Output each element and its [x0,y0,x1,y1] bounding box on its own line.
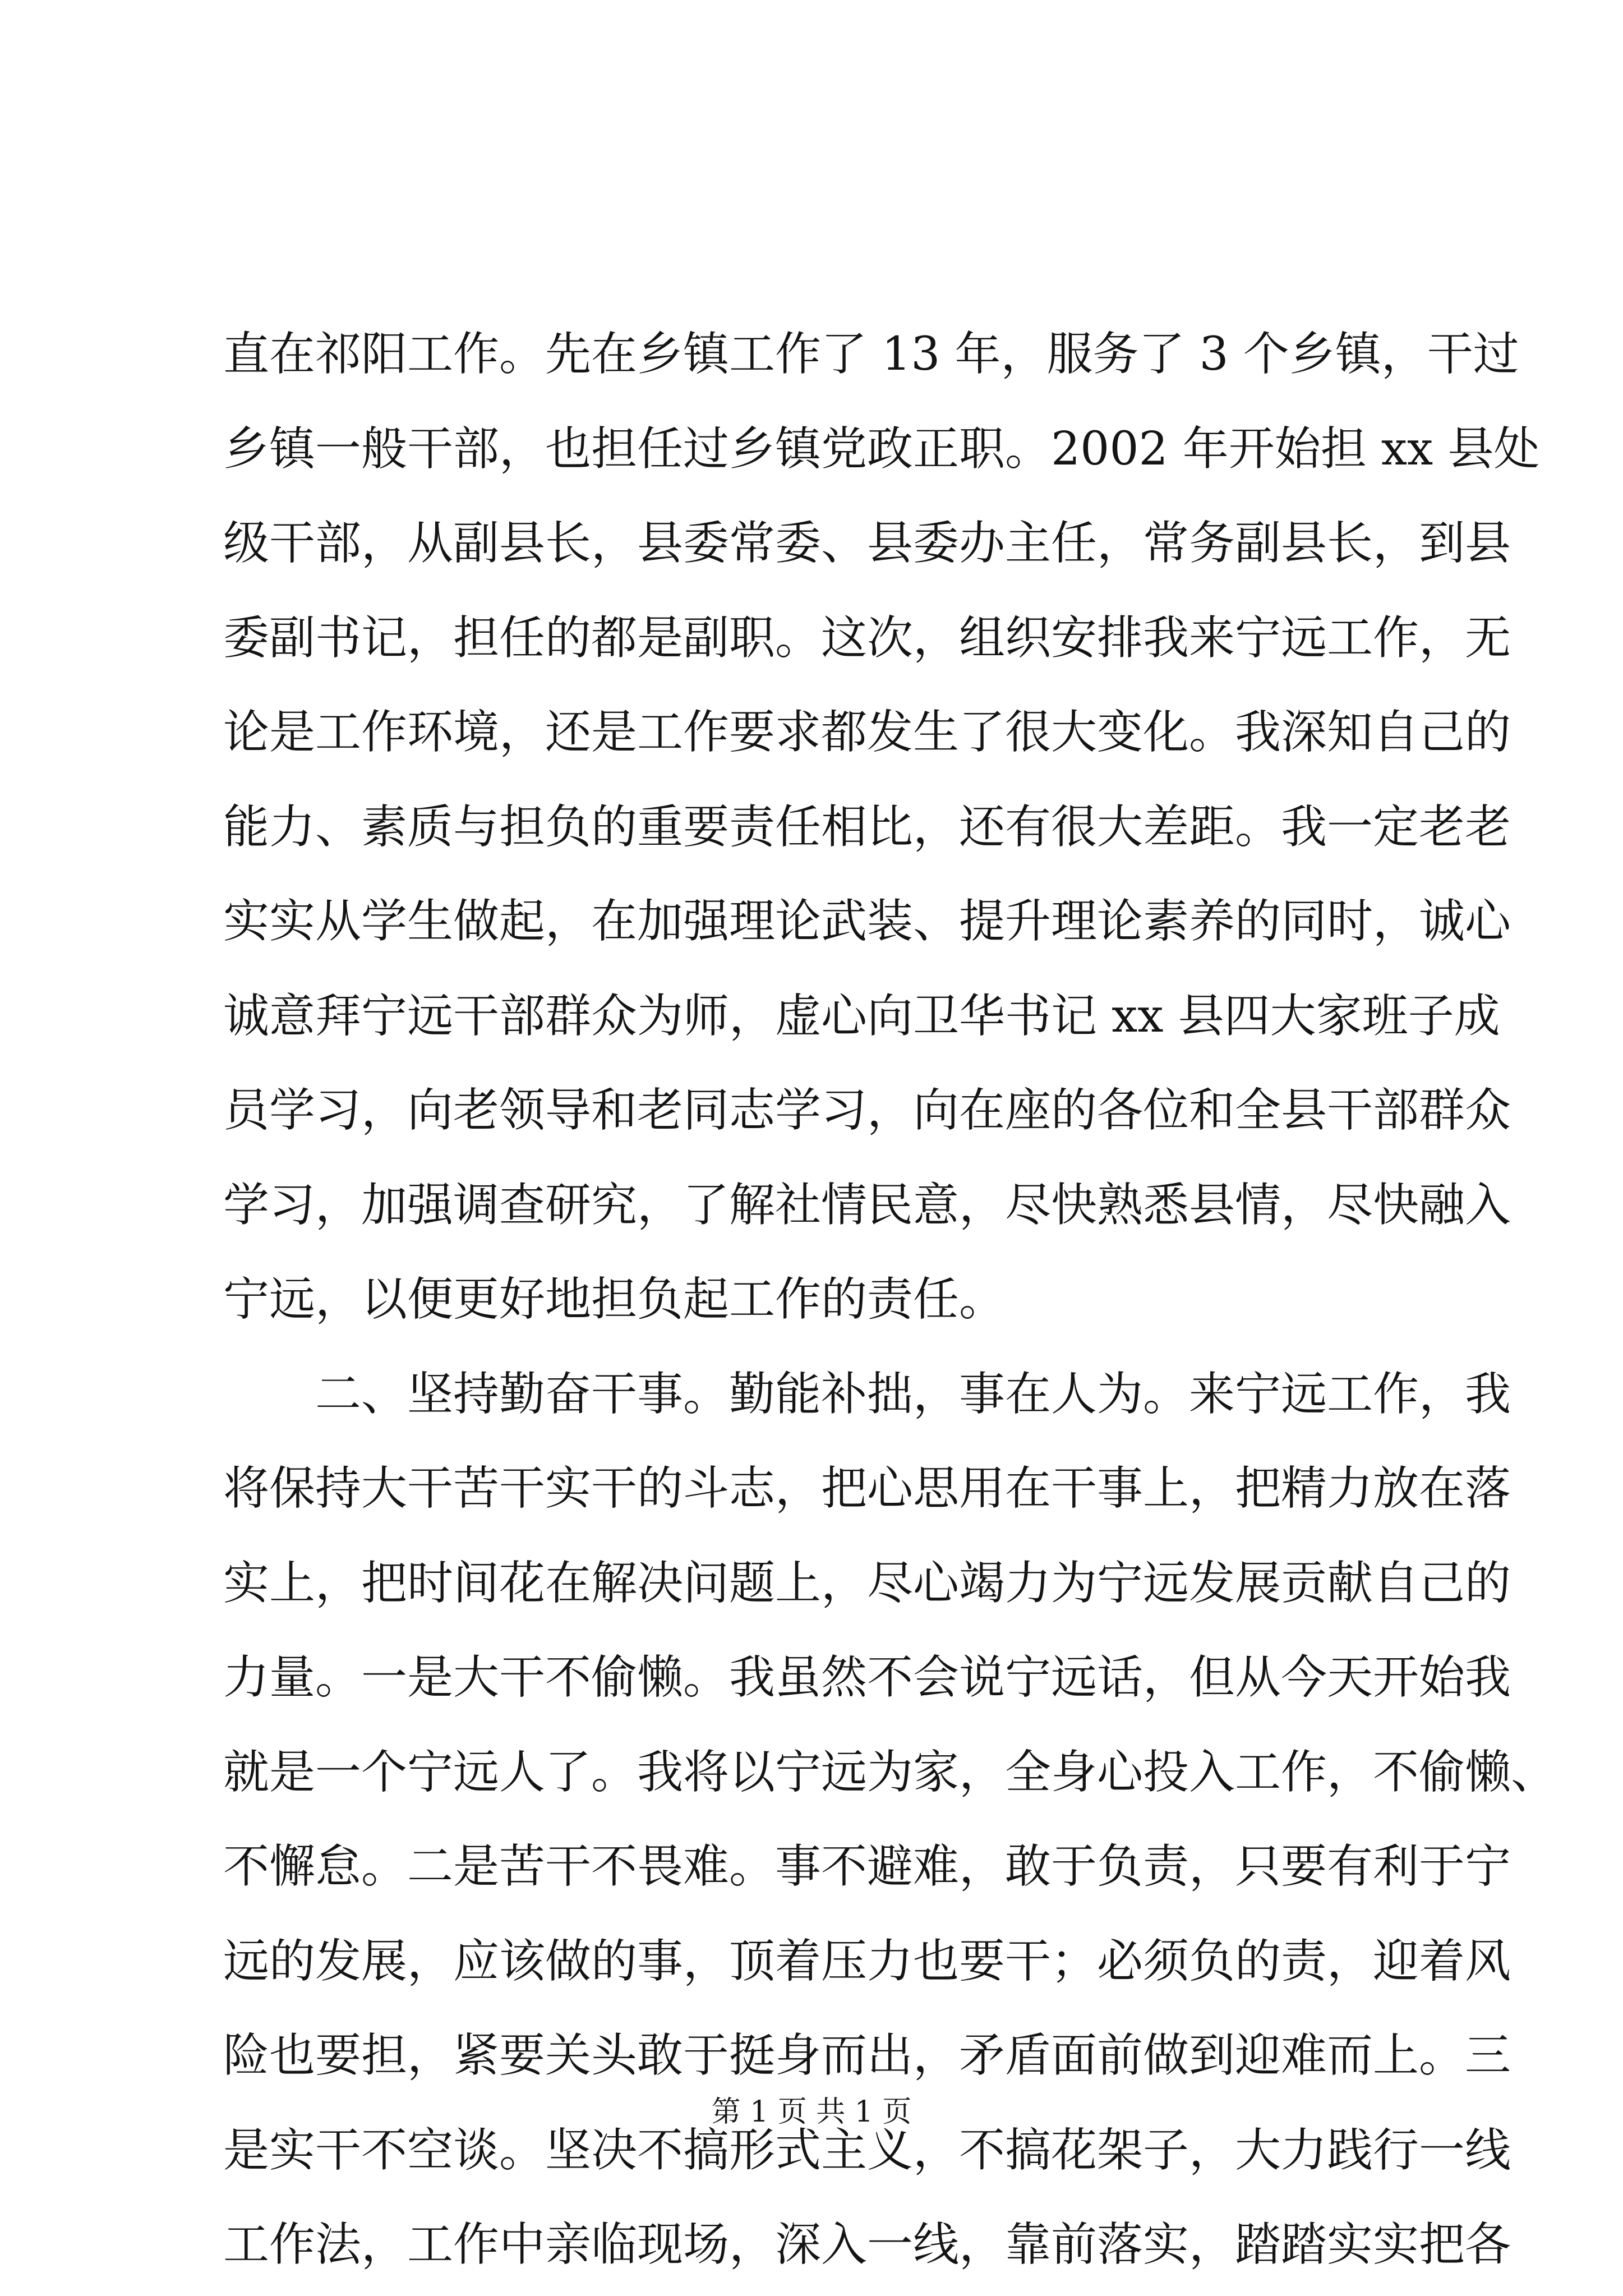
text-line: 宁远，以便更好地担负起工作的责任。 [223,1273,1006,1326]
text-line: 级干部，从副县长，县委常委、县委办主任，常务副县长，到县 [223,517,1511,570]
text-line: 二、坚持勤奋干事。勤能补拙，事在人为。来宁远工作，我 [223,1367,1511,1421]
text-line: 学习，加强调查研究，了解社情民意，尽快熟悉县情，尽快融入 [223,1178,1511,1232]
page-footer: 第 1 页 共 1 页 [711,2095,912,2129]
text-line: 远的发展，应该做的事，顶着压力也要干；必须负的责，迎着风 [223,1934,1511,1988]
text-line: 直在祁阳工作。先在乡镇工作了 13 年，服务了 3 个乡镇，干过 [223,328,1519,381]
text-line: 委副书记，担任的都是副职。这次，组织安排我来宁远工作，无 [223,611,1511,665]
text-line: 能力、素质与担负的重要责任相比，还有很大差距。我一定老老 [223,800,1511,854]
text-line: 乡镇一般干部，也担任过乡镇党政正职。2002 年开始担 xx 县处 [223,422,1540,476]
text-line: 论是工作环境，还是工作要求都发生了很大变化。我深知自己的 [223,706,1511,759]
text-line: 将保持大干苦干实干的斗志，把心思用在干事上，把精力放在落 [223,1462,1511,1515]
text-line: 员学习，向老领导和老同志学习，向在座的各位和全县干部群众 [223,1084,1511,1137]
text-line: 工作法，工作中亲临现场，深入一线，靠前落实，踏踏实实把各 [223,2218,1511,2271]
document-body [223,307,1557,2293]
text-line: 不懈怠。二是苦干不畏难。事不避难，敢于负责，只要有利于宁 [223,1840,1511,1893]
text-line: 力量。一是大干不偷懒。我虽然不会说宁远话，但从今天开始我 [223,1651,1511,1704]
text-line: 诚意拜宁远干部群众为师，虚心向卫华书记 xx 县四大家班子成 [223,989,1500,1043]
text-line: 险也要担，紧要关头敢于挺身而出，矛盾面前做到迎难而上。三 [223,2029,1511,2082]
text-line: 就是一个宁远人了。我将以宁远为家，全身心投入工作，不偷懒、 [223,1745,1557,1799]
text-line: 实实从学生做起，在加强理论武装、提升理论素养的同时，诚心 [223,895,1511,948]
text-line: 实上，把时间花在解决问题上，尽心竭力为宁远发展贡献自己的 [223,1556,1511,1610]
text-line: 是实干不空谈。坚决不搞形式主义，不搞花架子，大力践行一线 [223,2123,1511,2177]
